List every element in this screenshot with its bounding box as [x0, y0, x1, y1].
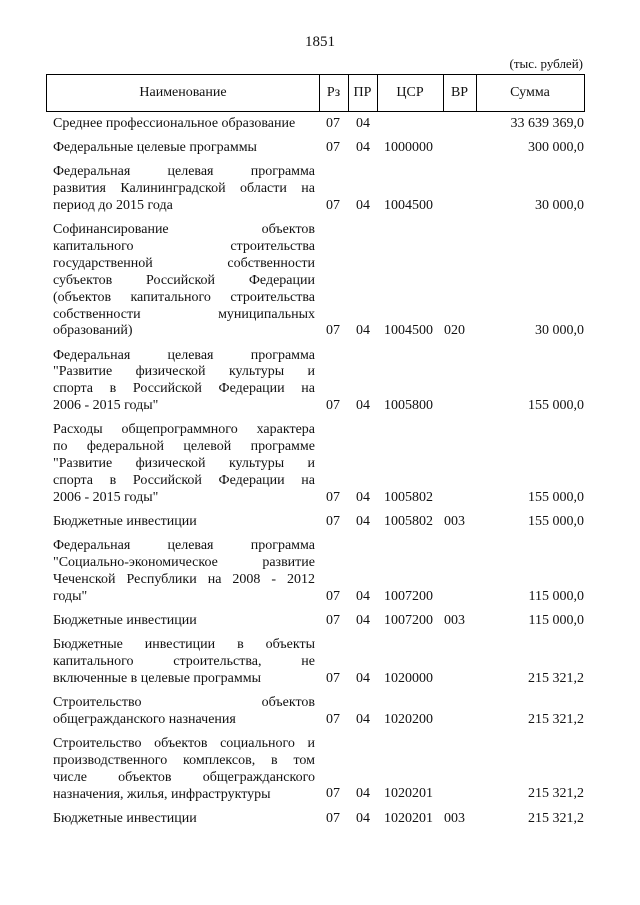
table-row: [0, 140, 640, 157]
row-name: [53, 164, 315, 215]
row-pr: 04: [356, 323, 370, 339]
row-name: [53, 514, 315, 531]
row-name-line: капитального строительства: [53, 238, 315, 254]
row-name-line: 2006 - 2015 годы": [53, 398, 159, 414]
row-pr: 04: [356, 115, 370, 131]
row-name-line: Расходы общепрограммного характера: [53, 422, 315, 438]
row-name-line: спорта в Российской Федерации на: [53, 381, 315, 397]
row-vr: 003: [444, 612, 465, 628]
header-name: Наименование: [47, 75, 320, 111]
row-csr: 1005800: [384, 398, 433, 414]
row-name-line: собственности муниципальных: [53, 306, 315, 322]
row-name: [53, 140, 315, 157]
row-csr: 1004500: [384, 197, 433, 213]
header-rz: Рз: [319, 75, 349, 111]
row-csr: 1007200: [384, 612, 433, 628]
row-pr: 04: [356, 670, 370, 686]
row-name-line: образований): [53, 323, 133, 339]
table-header: [46, 74, 585, 112]
row-name-line: Бюджетные инвестиции: [53, 612, 197, 628]
row-name-line: Чеченской Республики на 2008 - 2012: [53, 571, 315, 587]
row-rz: 07: [326, 140, 340, 156]
row-pr: 04: [356, 810, 370, 826]
row-name-line: Строительство объектов: [53, 694, 315, 710]
row-csr: 1020201: [384, 810, 433, 826]
table-row: [0, 811, 640, 828]
row-pr: 04: [356, 513, 370, 529]
row-pr: 04: [356, 489, 370, 505]
row-name-line: Софинансирование объектов: [53, 222, 315, 238]
row-csr: 1020000: [384, 670, 433, 686]
row-sum: 215 321,2: [528, 711, 584, 727]
row-name-line: "Социально-экономическое развитие: [53, 554, 315, 570]
row-pr: 04: [356, 398, 370, 414]
row-name-line: по федеральной целевой программе: [53, 439, 315, 455]
row-name-line: Федеральная целевая программа: [53, 164, 315, 180]
row-name: [53, 422, 315, 507]
row-vr: 003: [444, 810, 465, 826]
table-row: [0, 116, 640, 133]
row-name-line: Бюджетные инвестиции: [53, 513, 197, 529]
row-name-line: 2006 - 2015 годы": [53, 489, 159, 505]
header-csr: ЦСР: [377, 75, 444, 111]
row-name: [53, 348, 315, 416]
row-csr: 1000000: [384, 140, 433, 156]
row-rz: 07: [326, 786, 340, 802]
row-name: [53, 116, 315, 133]
row-name: [53, 637, 315, 688]
row-rz: 07: [326, 115, 340, 131]
row-rz: 07: [326, 810, 340, 826]
units-label: (тыс. рублей): [509, 56, 583, 71]
row-csr: 1005802: [384, 513, 433, 529]
row-name: [53, 736, 315, 804]
row-name: [53, 811, 315, 828]
row-name-line: "Развитие физической культуры и: [53, 456, 315, 472]
row-pr: 04: [356, 588, 370, 604]
table-row: [0, 637, 640, 688]
row-csr: 1004500: [384, 323, 433, 339]
row-sum: 300 000,0: [528, 140, 584, 156]
row-rz: 07: [326, 398, 340, 414]
header-vr: ВР: [443, 75, 477, 111]
row-name-line: Федеральная целевая программа: [53, 538, 315, 554]
row-name-line: капитального строительства, не: [53, 653, 315, 669]
table-row: [0, 538, 640, 606]
row-sum: 215 321,2: [528, 810, 584, 826]
header-sum: Сумма: [510, 85, 550, 100]
row-rz: 07: [326, 588, 340, 604]
row-name-line: государственной собственности: [53, 255, 315, 271]
row-sum: 155 000,0: [528, 513, 584, 529]
row-name-line: Федеральная целевая программа: [53, 347, 315, 363]
row-name-line: общегражданского назначения: [53, 711, 236, 727]
header-pr: ПР: [348, 75, 378, 111]
row-name-line: Бюджетные инвестиции: [53, 810, 197, 826]
row-rz: 07: [326, 612, 340, 628]
row-name-line: субъектов Российской Федерации: [53, 272, 315, 288]
row-name-line: Федеральные целевые программы: [53, 140, 257, 156]
table-row: [0, 348, 640, 416]
row-sum: 155 000,0: [528, 489, 584, 505]
row-pr: 04: [356, 612, 370, 628]
table-row: [0, 613, 640, 630]
row-sum: 115 000,0: [528, 612, 584, 628]
row-sum: 33 639 369,0: [510, 115, 584, 131]
row-name-line: Строительство объектов социального и: [53, 735, 315, 751]
row-name-line: (объектов капитального строительства: [53, 289, 315, 305]
row-name: [53, 613, 315, 630]
table-row: [0, 222, 640, 340]
row-rz: 07: [326, 513, 340, 529]
row-pr: 04: [356, 140, 370, 156]
row-rz: 07: [326, 711, 340, 727]
table-row: [0, 695, 640, 729]
row-sum: 155 000,0: [528, 398, 584, 414]
row-sum: 30 000,0: [535, 197, 584, 213]
row-csr: 1020200: [384, 711, 433, 727]
row-name-line: Бюджетные инвестиции в объекты: [53, 636, 315, 652]
row-name-line: "Развитие физической культуры и: [53, 364, 315, 380]
row-name-line: годы": [53, 588, 88, 604]
row-name: [53, 538, 315, 606]
row-vr: 003: [444, 513, 465, 529]
row-name-line: производственного комплексов, в том: [53, 752, 315, 768]
table-body: [0, 116, 640, 835]
row-vr: 020: [444, 323, 465, 339]
row-rz: 07: [326, 197, 340, 213]
page-number: 1851: [305, 34, 335, 50]
row-name-line: развития Калининградской области на: [53, 181, 315, 197]
row-rz: 07: [326, 323, 340, 339]
row-name-line: назначения, жилья, инфраструктуры: [53, 786, 271, 802]
row-pr: 04: [356, 197, 370, 213]
row-name: [53, 222, 315, 340]
table-row: [0, 736, 640, 804]
row-pr: 04: [356, 711, 370, 727]
row-name-line: включенные в целевые программы: [53, 670, 262, 686]
row-sum: 215 321,2: [528, 786, 584, 802]
row-csr: 1007200: [384, 588, 433, 604]
table-row: [0, 514, 640, 531]
row-sum: 115 000,0: [528, 588, 584, 604]
row-sum: 215 321,2: [528, 670, 584, 686]
row-csr: 1005802: [384, 489, 433, 505]
row-sum: 30 000,0: [535, 323, 584, 339]
table-row: [0, 164, 640, 215]
row-pr: 04: [356, 786, 370, 802]
row-name-line: спорта в Российской Федерации на: [53, 473, 315, 489]
row-rz: 07: [326, 489, 340, 505]
row-name-line: числе объектов общегражданского: [53, 769, 315, 785]
row-name-line: Среднее профессиональное образование: [53, 116, 296, 131]
row-csr: 1020201: [384, 786, 433, 802]
table-row: [0, 422, 640, 507]
row-name: [53, 695, 315, 729]
row-name-line: период до 2015 года: [53, 197, 173, 213]
row-rz: 07: [326, 670, 340, 686]
